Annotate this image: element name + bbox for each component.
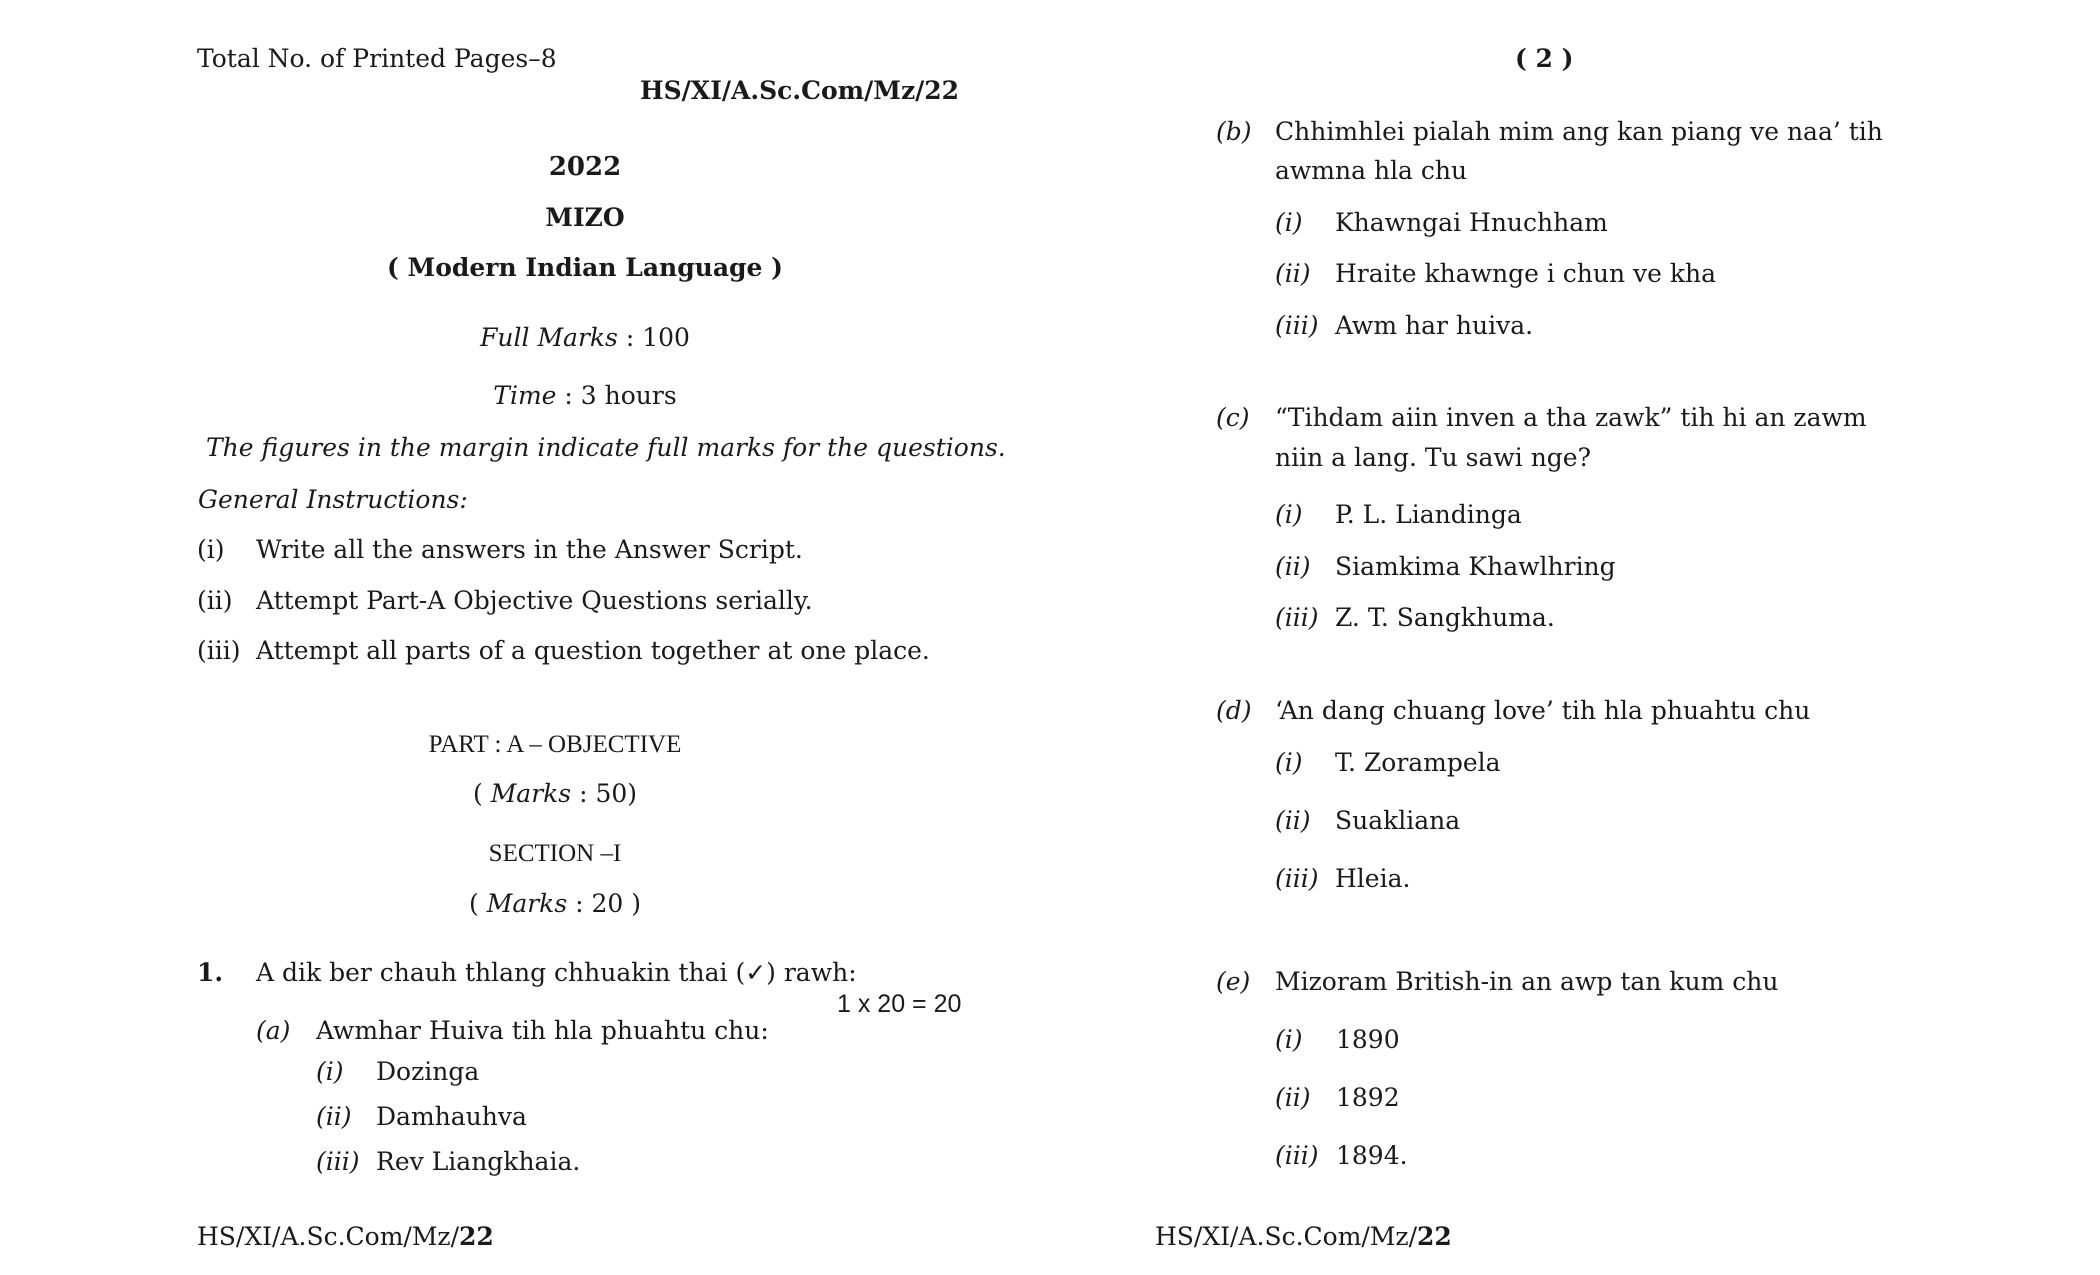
sub-question-label: (e) <box>1216 967 1251 996</box>
instruction-num: (ii) <box>197 586 233 615</box>
option-num: (ii) <box>1275 806 1311 835</box>
question-text: A dik ber chauh thlang chhuakin thai (✓) rawh: <box>256 958 857 987</box>
option-text: Damhauhva <box>376 1102 527 1131</box>
option-text: P. L. Liandinga <box>1335 500 1522 529</box>
option-num: (i) <box>1275 1025 1303 1054</box>
option-text: 1892 <box>1336 1083 1400 1112</box>
section-marks <box>355 889 755 918</box>
option-num: (iii) <box>1275 1141 1319 1170</box>
page-footer <box>197 1222 494 1251</box>
time-value: : 3 hours <box>564 381 677 410</box>
section-marks-open: ( <box>469 889 487 918</box>
option-text: Siamkima Khawlhring <box>1335 552 1616 581</box>
part-marks <box>355 779 755 808</box>
footer-code: HS/XI/A.Sc.Com/Mz/ <box>1155 1222 1418 1251</box>
option-text: T. Zorampela <box>1335 748 1501 777</box>
instruction-num: (iii) <box>197 636 241 665</box>
section-marks-label: Marks <box>486 889 568 918</box>
option-text: Khawngai Hnuchham <box>1335 208 1608 237</box>
sub-question-text: awmna hla chu <box>1275 156 1468 185</box>
sub-question-text: Mizoram British-in an awp tan kum chu <box>1275 967 1779 996</box>
exam-year: 2022 <box>548 152 622 182</box>
sub-question-label: (d) <box>1216 696 1252 725</box>
option-num: (ii) <box>1275 259 1311 288</box>
question-number: 1. <box>197 958 224 987</box>
printed-pages-note: Total No. of Printed Pages–8 <box>197 44 557 73</box>
paper-code: HS/XI/A.Sc.Com/Mz/22 <box>640 76 960 105</box>
part-heading: PART : A – OBJECTIVE <box>428 731 682 758</box>
page-number: ( 2 ) <box>1515 44 1574 73</box>
option-num: (iii) <box>316 1147 360 1176</box>
sub-question-text: ‘An dang chuang love’ tih hla phuahtu chu <box>1275 696 1811 725</box>
subject-subtitle: ( Modern Indian Language ) <box>387 253 783 282</box>
option-num: (iii) <box>1275 311 1319 340</box>
option-num: (iii) <box>1275 603 1319 632</box>
option-num: (ii) <box>1275 1083 1311 1112</box>
option-text: Suakliana <box>1335 806 1461 835</box>
option-num: (i) <box>1275 748 1303 777</box>
section-marks-value: : 20 ) <box>567 889 641 918</box>
part-marks-value: : 50) <box>571 779 638 808</box>
instruction-text: Write all the answers in the Answer Script. <box>256 535 803 564</box>
footer-code: HS/XI/A.Sc.Com/Mz/ <box>197 1222 460 1251</box>
sub-question-label: (a) <box>256 1016 291 1045</box>
option-text: Rev Liangkhaia. <box>376 1147 581 1176</box>
option-num: (i) <box>1275 208 1303 237</box>
sub-question-label: (c) <box>1216 403 1250 432</box>
option-num: (iii) <box>1275 864 1319 893</box>
option-num: (ii) <box>1275 552 1311 581</box>
section-heading: SECTION –I <box>488 840 622 867</box>
option-text: Z. T. Sangkhuma. <box>1335 603 1555 632</box>
full-marks-label: Full Marks <box>480 323 618 352</box>
full-marks-value: : 100 <box>625 323 690 352</box>
subject-title: MIZO <box>545 203 625 232</box>
sub-question-label: (b) <box>1216 117 1252 146</box>
margin-note: The figures in the margin indicate full marks for the questions. <box>206 433 1006 462</box>
footer-code-bold: 22 <box>459 1222 494 1251</box>
full-marks <box>385 323 785 352</box>
option-text: Awm har huiva. <box>1335 311 1534 340</box>
instruction-text: Attempt all parts of a question together at one place. <box>256 636 930 665</box>
sub-question-text: niin a lang. Tu sawi nge? <box>1275 443 1591 472</box>
page-footer <box>1155 1222 1452 1251</box>
sub-question-text: “Tihdam aiin inven a tha zawk” tih hi an zawm <box>1275 403 1867 432</box>
option-text: 1894. <box>1336 1141 1408 1170</box>
instruction-num: (i) <box>197 535 225 564</box>
time-allowed <box>385 381 785 410</box>
option-text: Hleia. <box>1335 864 1411 893</box>
footer-code-bold: 22 <box>1417 1222 1452 1251</box>
general-instructions-heading: General Instructions: <box>198 485 468 514</box>
sub-question-text: Chhimhlei pialah mim ang kan piang ve naa’ tih <box>1275 117 1883 146</box>
option-num: (i) <box>1275 500 1303 529</box>
time-label: Time <box>493 381 557 410</box>
option-text: 1890 <box>1336 1025 1400 1054</box>
option-num: (i) <box>316 1057 344 1086</box>
part-marks-open: ( <box>472 779 491 808</box>
instruction-text: Attempt Part-A Objective Questions serially. <box>256 586 813 615</box>
option-text: Dozinga <box>376 1057 480 1086</box>
sub-question-text: Awmhar Huiva tih hla phuahtu chu: <box>316 1016 769 1045</box>
option-num: (ii) <box>316 1102 352 1131</box>
question-marks: 1 x 20 = 20 <box>837 990 962 1018</box>
option-text: Hraite khawnge i chun ve kha <box>1335 259 1717 288</box>
part-marks-label: Marks <box>490 779 572 808</box>
